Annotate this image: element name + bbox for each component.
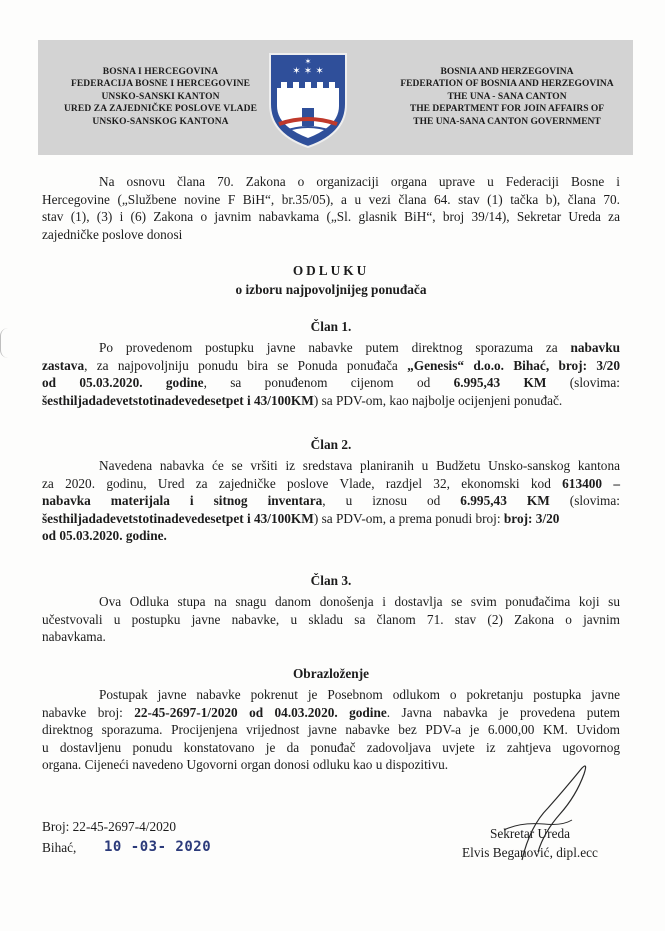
clan1-line — [42, 357, 620, 375]
clan2-text-bold: šesthiljadadevetstotinadevedesetpet i 43/100KM — [42, 510, 314, 526]
clan2-line: od 05.03.2020. godine. — [42, 528, 167, 544]
clan2-line — [42, 492, 620, 510]
clan1-heading: Član 1. — [310, 319, 352, 334]
clan1-text-bold: zastava — [42, 357, 85, 373]
obrazlozenje-line: direktnog sporazuma. Procijenjena vrijednost javne nabavke bez PDV-a je 6.000,00 KM. Uvidom — [42, 722, 620, 738]
obrazlozenje-line — [42, 704, 620, 722]
clan2-line: Navedena nabavka će se vršiti iz sredstava planiranih u Budžetu Unsko-sanskog kantona — [99, 458, 620, 473]
document-title: ODLUKU — [292, 263, 370, 278]
obrazlozenje-text: . Javna nabavka je provedena putem — [386, 704, 620, 720]
date-stamp: 10 -03- 2020 — [104, 839, 212, 855]
letterhead-left-line: FEDERACIJA BOSNE I HERCEGOVINE — [70, 79, 251, 90]
clan3-line: nabavkama. — [42, 629, 106, 645]
intro-paragraph — [42, 173, 620, 243]
obrazlozenje-heading: Obrazloženje — [292, 666, 370, 681]
clan1-paragraph — [42, 339, 620, 409]
letterhead-right-line: THE UNA-SANA CANTON GOVERNMENT — [413, 116, 601, 127]
letterhead-left — [48, 66, 273, 128]
clan2-heading: Član 2. — [310, 437, 352, 452]
clan1-text: , za najpovoljniju ponudu bira se Ponuda ponuđača — [84, 357, 408, 373]
letterhead — [38, 40, 633, 155]
place-label: Bihać, — [42, 840, 77, 855]
intro-line: Hercegovine („Službene novine F BiH“, br.35/05), a u vezi člana 64. stav (1) tačka b), člana 70. — [42, 191, 620, 207]
clan1-line — [42, 392, 620, 410]
obrazlozenje-text-bold: 22-45-2697-1/2020 od 04.03.2020. godine — [134, 704, 387, 720]
clan2-line — [42, 475, 620, 493]
clan3-paragraph — [42, 593, 620, 646]
clan1-text: , sa ponuđenom cijenom od — [203, 375, 454, 391]
clan2-text-bold: 613400 – — [562, 475, 620, 491]
clan2-text-bold: 6.995,43 KM — [460, 493, 550, 509]
clan3-line: učestvovali u postupku javne nabavke, u skladu sa članom 71. stav (2) Zakona o javnim — [42, 611, 620, 627]
svg-text:✶ ✶ ✶: ✶ ✶ ✶ — [292, 66, 324, 77]
letterhead-right-line: FEDERATION OF BOSNIA AND HERZEGOVINA — [400, 79, 614, 90]
letterhead-left-line: URED ZA ZAJEDNIČKE POSLOVE VLADE — [63, 104, 258, 115]
obrazlozenje-line: u dostavljenu ponudu konstatovano je da ponuđač zadovoljava uvjete iz zahtjeva ugovornog — [42, 739, 620, 755]
svg-text:✶: ✶ — [304, 57, 312, 66]
intro-line: Na osnovu člana 70. Zakona o organizaciji organa uprave u Federaciji Bosne i — [99, 174, 620, 189]
letterhead-right-line: THE UNA - SANA CANTON — [447, 91, 567, 102]
document-subtitle: o izboru najpovoljnijeg ponuđača — [235, 282, 427, 297]
clan1-text-bold: 6.995,43 KM — [453, 375, 547, 391]
clan1-line — [42, 339, 620, 357]
intro-line: stav (1), (3) i (6) Zakona o javnim nabavkama („Sl. glasnik BiH“, broj 39/14), Sekretar Ureda za — [42, 209, 620, 225]
clan1-text-bold: šesthiljadadevetstotinadevedesetpet i 43/100KM — [42, 392, 314, 408]
letterhead-right — [387, 66, 627, 128]
clan1-line — [42, 374, 620, 392]
clan1-text: ) sa PDV-om, kao najbolje ocijenjeni ponuđač. — [313, 392, 563, 408]
clan1-text-bold: „Genesis“ d.o.o. Bihać, broj: 3/20 — [407, 357, 620, 373]
document-number: Broj: 22-45-2697-4/2020 — [42, 819, 177, 834]
letterhead-right-line: THE DEPARTMENT FOR JOIN AFFAIRS OF — [409, 104, 605, 115]
clan2-text: (slovima: — [549, 493, 620, 509]
clan3-heading: Član 3. — [310, 573, 352, 588]
letterhead-right-line: BOSNIA AND HERZEGOVINA — [440, 67, 574, 77]
obrazlozenje-line: organa. Cijeneći navedeno Ugovorni organ donosi odluku kao u dispozitivu. — [42, 757, 449, 773]
scan-edge-mark — [0, 328, 9, 358]
letterhead-left-line: UNSKO-SANSKI KANTON — [101, 91, 220, 102]
clan2-line — [42, 510, 620, 528]
signatory-title: Sekretar Ureda — [489, 826, 571, 841]
clan2-text: za 2020. godinu, Ured za zajedničke poslove Vlade, razdjel 32, ekonomski kod — [42, 475, 563, 491]
clan1-text-bold: od 05.03.2020. godine — [42, 375, 204, 391]
clan3-line: Ova Odluka stupa na snagu danom donošenja i dostavlja se svim ponuđačima koji su — [99, 594, 620, 609]
clan2-text: , u iznosu od — [322, 493, 461, 509]
clan2-text: ) sa PDV-om, a prema ponudi broj: — [313, 510, 504, 526]
clan2-text-bold: broj: 3/20 — [503, 510, 560, 526]
clan2-text-bold: nabavka materijala i sitnog inventara — [42, 493, 323, 509]
intro-line: zajedničke poslove donosi — [42, 226, 183, 242]
clan2-paragraph — [42, 457, 620, 545]
letterhead-left-line: BOSNA I HERCEGOVINA — [102, 67, 219, 77]
letterhead-left-line: UNSKO-SANSKOG KANTONA — [92, 116, 229, 127]
signatory-name: Elvis Beganović, dipl.ecc — [462, 845, 598, 860]
obrazlozenje-text: nabavke broj: — [42, 704, 135, 720]
clan1-text: Po provedenom postupku javne nabavke putem direktnog sporazuma za — [99, 340, 571, 355]
clan1-text: (slovima: — [546, 375, 620, 391]
clan1-text-bold: nabavku — [570, 340, 620, 355]
coat-of-arms-icon — [265, 46, 351, 150]
obrazlozenje-line: Postupak javne nabavke pokrenut je Posebnom odlukom o pokretanju postupka javne — [99, 687, 620, 702]
